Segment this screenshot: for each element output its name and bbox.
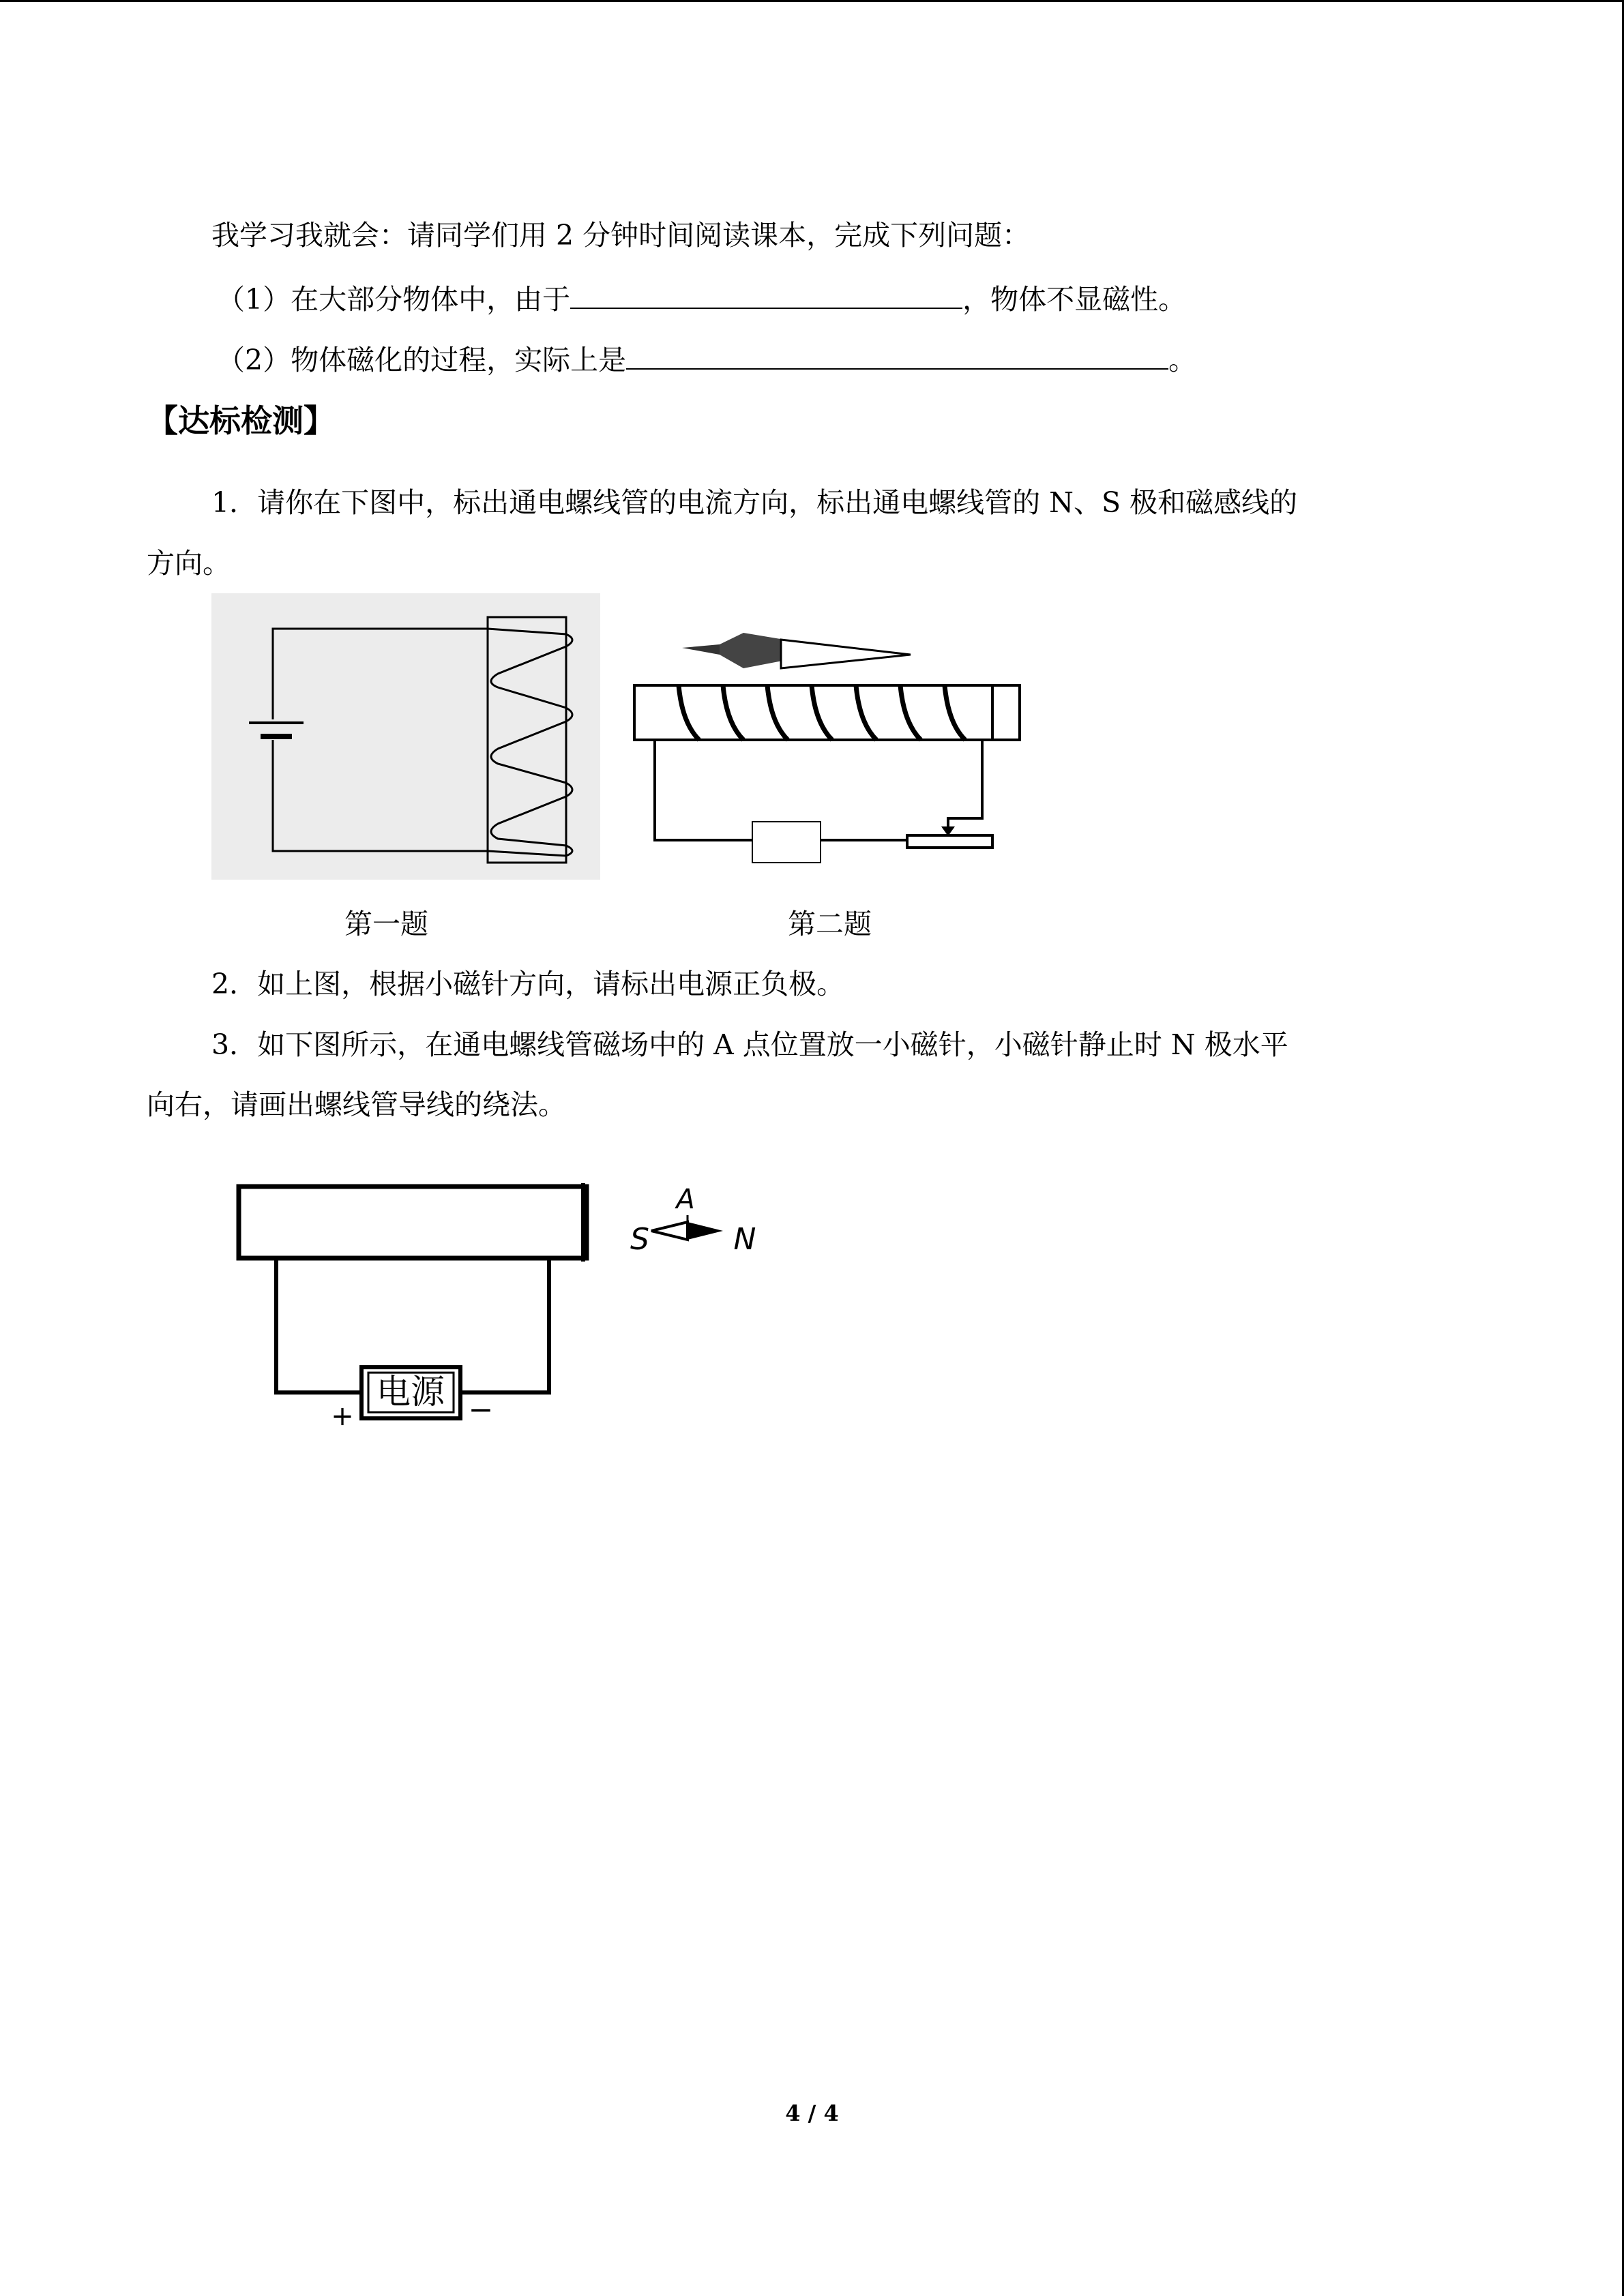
compass-needle-light bbox=[781, 640, 911, 668]
wire-left bbox=[276, 1258, 361, 1392]
solenoid-core bbox=[488, 617, 566, 863]
section-title: 【达标检测】 bbox=[147, 402, 335, 439]
caption-fig2: 第二题 bbox=[788, 908, 872, 940]
figure-3-solenoid-power bbox=[232, 1173, 778, 1432]
figure-1-solenoid-circuit bbox=[211, 593, 600, 880]
plus-sign: + bbox=[331, 1401, 354, 1432]
power-source-label: 电源 bbox=[377, 1372, 445, 1412]
question3-line2: 向右，请画出螺线管导线的绕法。 bbox=[147, 1088, 566, 1121]
q2-after: 。 bbox=[1168, 344, 1197, 376]
q1-blank bbox=[570, 276, 962, 309]
wire-right bbox=[460, 1258, 549, 1392]
intro-line: 我学习我就会：请同学们用 2 分钟时间阅读课本，完成下列问题： bbox=[211, 219, 1031, 252]
power-box bbox=[752, 822, 821, 863]
compass-north-half bbox=[688, 1222, 723, 1240]
question1-line2: 方向。 bbox=[147, 547, 231, 580]
question1-line1: 1．请你在下图中，标出通电螺线管的电流方向，标出通电螺线管的 N、S 极和磁感线的 bbox=[211, 486, 1298, 519]
point-a-label: A bbox=[676, 1184, 695, 1215]
question2-line: 2．如上图，根据小磁针方向，请标出电源正负极。 bbox=[211, 968, 845, 1000]
south-label: S bbox=[630, 1222, 649, 1257]
top-border bbox=[0, 0, 1624, 2]
question-1-fill bbox=[217, 276, 1186, 320]
figure-2-solenoid-rheostat bbox=[624, 627, 1027, 873]
page-number: 4 / 4 bbox=[785, 2100, 839, 2126]
wire-left bbox=[655, 740, 752, 840]
q1-after: ，物体不显磁性。 bbox=[962, 283, 1187, 316]
q2-before: （2）物体磁化的过程，实际上是 bbox=[217, 344, 627, 376]
compass-south-half bbox=[651, 1222, 688, 1240]
solenoid-body bbox=[239, 1187, 587, 1258]
q1-before: （1）在大部分物体中，由于 bbox=[217, 283, 571, 316]
minus-sign: − bbox=[468, 1392, 494, 1427]
north-label: N bbox=[733, 1222, 756, 1257]
question-2-fill bbox=[217, 337, 1196, 381]
compass-needle-dark bbox=[682, 644, 720, 655]
caption-fig1: 第一题 bbox=[344, 908, 428, 940]
q2-blank bbox=[626, 337, 1168, 370]
wire-right bbox=[948, 740, 982, 829]
rheostat bbox=[907, 835, 992, 848]
question3-line1: 3．如下图所示，在通电螺线管磁场中的 A 点位置放一小磁针，小磁针静止时 N 极水平 bbox=[211, 1028, 1288, 1061]
